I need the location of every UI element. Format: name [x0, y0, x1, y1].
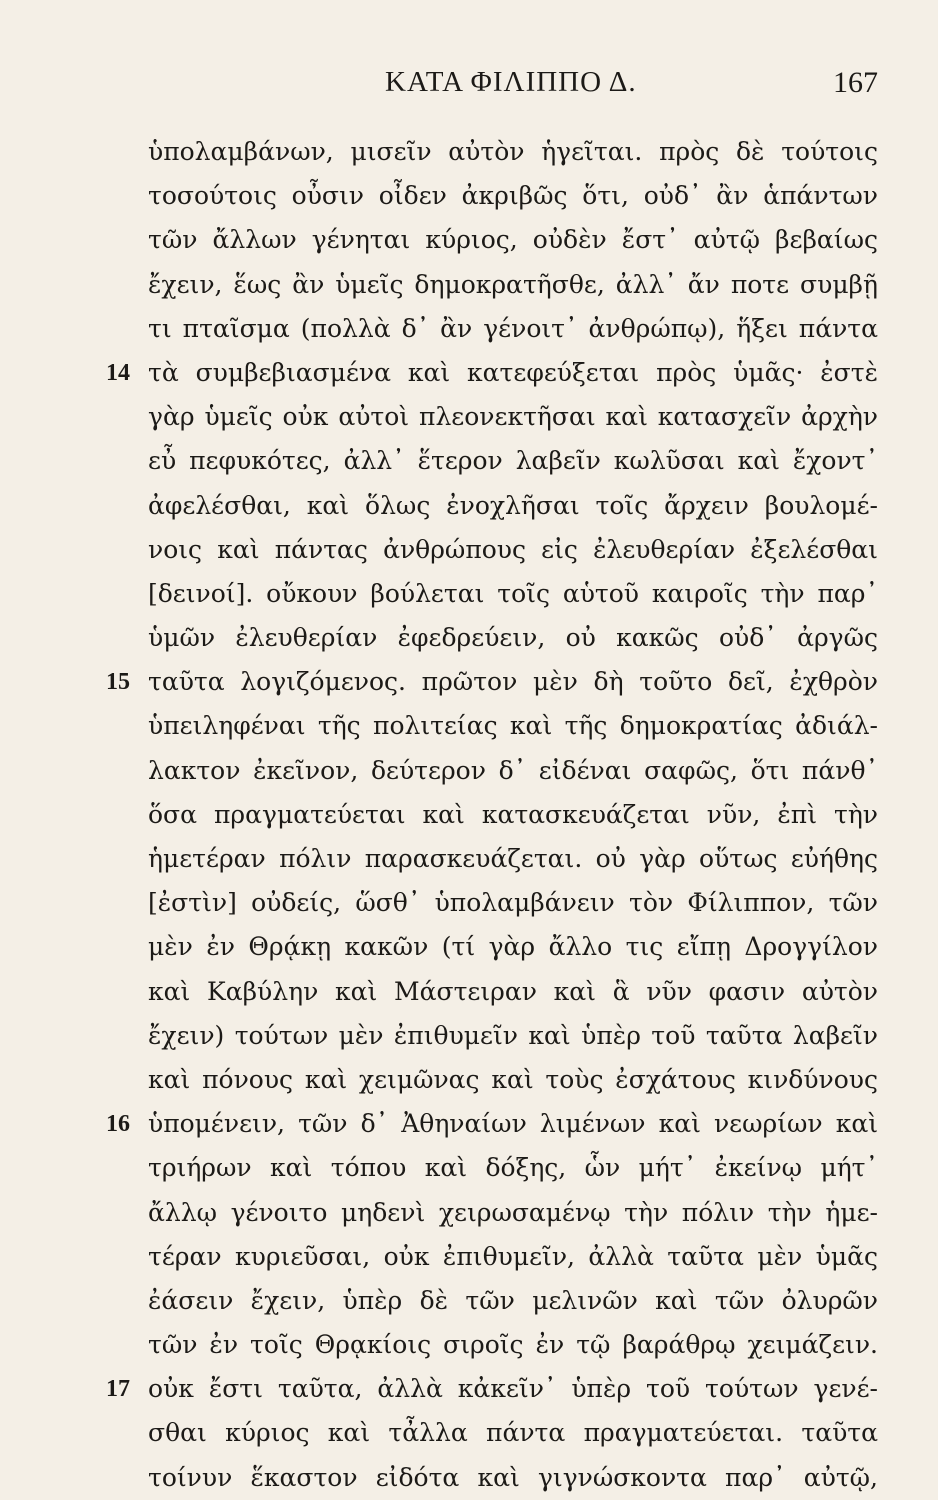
line-text: τῶν ἄλλων γένηται κύριος, οὐδὲν ἔστ᾽ αὐτῷ βεβαίως [148, 225, 878, 255]
text-line [148, 1323, 878, 1367]
line-text: ἔχειν, ἕως ἂν ὑμεῖς δημοκρατῆσθε, ἀλλ᾽ ἄν ποτε συμβῇ [148, 269, 878, 299]
line-text: εὖ πεφυκότες, ἀλλ᾽ ἕτερον λαβεῖν κωλῦσαι καὶ ἔχοντ᾽ [148, 446, 878, 476]
text-line [148, 1411, 878, 1455]
text-line [148, 793, 878, 837]
line-text: καὶ πόνους καὶ χειμῶνας καὶ τοὺς ἐσχάτους κινδύνους [148, 1064, 878, 1094]
text-line [148, 572, 878, 616]
section-number: 14 [106, 359, 130, 386]
line-text: λακτον ἐκεῖνον, δεύτερον δ᾽ εἰδέναι σαφῶς, ὅτι πάνθ᾽ [148, 755, 878, 785]
text-line [148, 174, 878, 218]
page-number: 167 [833, 66, 878, 99]
text-line [148, 130, 878, 174]
line-text: νοις καὶ πάντας ἀνθρώπους εἰς ἐλευθερίαν ἐξελέσθαι [148, 534, 878, 564]
line-text: [ἐστὶν] οὐδείς, ὥσθ᾽ ὑπολαμβάνειν τὸν Φίλιππον, τῶν [148, 888, 878, 918]
text-line [148, 484, 878, 528]
line-text: τέραν κυριεῦσαι, οὐκ ἐπιθυμεῖν, ἀλλὰ ταῦτα μὲν ὑμᾶς [148, 1241, 878, 1271]
text-line [148, 881, 878, 925]
text-line [148, 749, 878, 793]
section-number: 17 [106, 1376, 130, 1403]
text-line [148, 970, 878, 1014]
line-text: ἄλλῳ γένοιτο μηδενὶ χειρωσαμένῳ τὴν πόλιν τὴν ἡμε- [148, 1197, 878, 1227]
line-text: ἀφελέσθαι, καὶ ὅλως ἐνοχλῆσαι τοῖς ἄρχειν βουλομέ- [148, 490, 878, 520]
line-text: τι πταῖσμα (πολλὰ δ᾽ ἂν γένοιτ᾽ ἀνθρώπῳ), ἥξει πάντα [148, 313, 878, 343]
line-text: ἔχειν) τούτων μὲν ἐπιθυμεῖν καὶ ὑπὲρ τοῦ ταῦτα λαβεῖν [148, 1020, 878, 1050]
text-line [148, 1456, 878, 1500]
text-line [148, 1146, 878, 1190]
text-line [148, 1014, 878, 1058]
line-text: ὑπειληφέναι τῆς πολιτείας καὶ τῆς δημοκρατίας ἀδιάλ- [148, 711, 878, 741]
text-line [148, 439, 878, 483]
text-line [106, 660, 878, 704]
line-text: ὑπολαμβάνων, μισεῖν αὐτὸν ἡγεῖται. πρὸς δὲ τούτοις [148, 137, 878, 166]
line-text: σθαι κύριος καὶ τἆλλα πάντα πραγματεύεται. ταῦτα [148, 1418, 878, 1448]
text-line [148, 925, 878, 969]
line-text: οὐκ ἔστι ταῦτα, ἀλλὰ κἀκεῖν᾽ ὑπὲρ τοῦ τούτων γενέ- [148, 1374, 878, 1404]
line-text: ἐάσειν ἔχειν, ὑπὲρ δὲ τῶν μελινῶν καὶ τῶν ὀλυρῶν [148, 1285, 878, 1315]
text-line [148, 218, 878, 262]
text-line [148, 307, 878, 351]
line-text: τριήρων καὶ τόπου καὶ δόξης, ὧν μήτ᾽ ἐκείνῳ μήτ᾽ [148, 1153, 878, 1183]
line-text: ὑπομένειν, τῶν δ᾽ Ἀθηναίων λιμένων καὶ νεωρίων καὶ [148, 1109, 878, 1139]
section-number: 16 [106, 1111, 130, 1138]
line-text: γὰρ ὑμεῖς οὐκ αὐτοὶ πλεονεκτῆσαι καὶ κατασχεῖν ἀρχὴν [148, 402, 878, 432]
line-text: ὅσα πραγματεύεται καὶ κατασκευάζεται νῦν, ἐπὶ τὴν [148, 799, 878, 829]
text-line [106, 1102, 878, 1146]
line-text: [δεινοί]. οὔκουν βούλεται τοῖς αὑτοῦ καιροῖς τὴν παρ᾽ [148, 578, 878, 608]
line-text: τοσούτοις οὖσιν οἶδεν ἀκριβῶς ὅτι, οὐδ᾽ ἂν ἁπάντων [148, 181, 878, 211]
line-text: τὰ συμβεβιασμένα καὶ κατεφεύξεται πρὸς ὑμᾶς· ἐστὲ [148, 357, 878, 387]
text-line [148, 263, 878, 307]
body-text [106, 130, 878, 1500]
line-text: τῶν ἐν τοῖς Θρᾳκίοις σιροῖς ἐν τῷ βαράθρῳ χειμάζειν. [148, 1330, 878, 1360]
text-line [106, 1367, 878, 1411]
text-line [106, 351, 878, 395]
text-line [148, 1279, 878, 1323]
line-text: ταῦτα λογιζόμενος. πρῶτον μὲν δὴ τοῦτο δεῖ, ἐχθρὸν [148, 667, 878, 697]
text-line [148, 1058, 878, 1102]
text-line [148, 395, 878, 439]
text-line [148, 616, 878, 660]
line-text: καὶ Καβύλην καὶ Μάστειραν καὶ ἃ νῦν φασιν αὐτὸν [148, 976, 878, 1006]
text-line [148, 528, 878, 572]
section-number: 15 [106, 669, 130, 696]
text-line [148, 704, 878, 748]
line-text: ἡμετέραν πόλιν παρασκευάζεται. οὐ γὰρ οὕτως εὐήθης [148, 844, 878, 873]
line-text: μὲν ἐν Θρᾴκῃ κακῶν (τί γὰρ ἄλλο τις εἴπῃ Δρογγίλον [148, 932, 878, 962]
line-text: τοίνυν ἕκαστον εἰδότα καὶ γιγνώσκοντα παρ᾽ αὐτῷ, [148, 1462, 878, 1492]
line-text: ὑμῶν ἐλευθερίαν ἐφεδρεύειν, οὐ κακῶς οὐδ᾽ ἀργῶς [148, 623, 878, 653]
page-header [0, 66, 938, 110]
text-line [148, 1191, 878, 1235]
running-title: ΚΑΤΑ ΦΙΛΙΠΠΟ Δ. [385, 66, 637, 98]
text-line [148, 1235, 878, 1279]
text-line [148, 837, 878, 881]
